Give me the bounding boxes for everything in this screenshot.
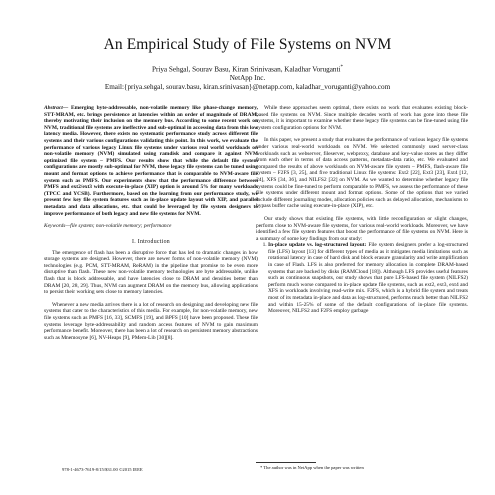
paper-title: An Empirical Study of File Systems on NVM [103, 36, 392, 53]
left-column [44, 105, 258, 341]
abstract-text: Emerging byte-addressable, non-volatile memory like phase-change memory, STT-MRAM, etc. brings persistence at latencies within an order of magnitude of DRAM, thereby motivating their inclusion on the memory bus. According to some recent work on NVM, traditional file systems are ineffective and sub-optimal in accessing data from this low latency media. However, there exists no systematic performance study across different file systems and their various configurations validating this point. In this work, we evaluate the performance of various legacy Linux file systems under various real world workloads on non-volatile memory (NVM) simulated using ramdisk and compare it against NVM optimized file system – PMFS. Our results show that while the default file system configurations are mostly sub-optimal for NVM, these legacy file systems can be tuned using mount and format options to achieve performance that is comparable to NVM-aware file system such as PMFS. Our experiments show that the performance difference between PMFS and ext2/ext3 with execute-in-place (XIP) option is around 5% for many workloads (TPCC and YCSB). Furthermore, based on the learning from our performance study, we present few key file system features such as in-place update layout with XIP, and parallel metadata and data allocations, etc. that could be leveraged by file system designers to improve performance of both legacy and new file systems for NVM. [44, 105, 259, 217]
right-column [256, 105, 468, 315]
abstract [44, 105, 258, 217]
author-block [0, 63, 495, 92]
author-email: Email:{priya.sehgal, sourav.basu, kiran.srinivasan}@netapp.com, kaladhar_voruganti@yahoo.com [104, 83, 391, 92]
findings-list [256, 242, 468, 315]
section-heading-introduction: I. Introduction [132, 238, 170, 245]
body-paragraph-2: In this paper, we present a study that evaluates the performance of various legacy file systems under various real-world workloads on NVM. We selected commonly used server-class workloads such as webserver, fileserver, webproxy, database and key-value stores as they differ from each other in terms of data access patterns, metadata-data ratio, etc. We evaluated and compared the results of above workloads on NVM-aware file system – PMFS, flash-aware file system – F2FS [3, 25], and five traditional Linux file systems: Ext2 [22], Ext3 [23], Ext4 [12, 24], XFS [34, 36], and NILFS2 [32] on NVM. As we wanted to determine whether legacy file systems could be fine-tuned to perform comparable to PMFS, we assess the performance of these file systems under different mount and format options. Some of the options that we varied include different journaling modes, allocation policies such as delayed allocation, mechanisms to bypass buffer cache using execute-in-place (XIP), etc. [256, 137, 468, 210]
intro-paragraph-2: Whenever a new media arrives there is a lot of research on designing and developing new file systems that cater to the characteristics of this media. For example, for non-volatile memory, new file systems such as PMFS [16, 33], SCMFS [19], and BPFS [10] have been proposed. These file systems leverage byte-addressability and random access features of NVM to gain maximum performance benefit. Moreover, there has been a lot of research on persistent memory abstractions such as Mnemosyne [6], NV-Heaps [9], PMem-Lib [30][8]. [44, 301, 258, 341]
body-paragraph-3: Our study shows that existing file systems, with little reconfiguration or slight changes, perform close to NVM-aware file systems, for various real-world workloads. Moreover, we have identified a few file system features that boost the performance of file systems on NVM. Here is a summary of some key findings from our study: [256, 215, 468, 242]
finding-item-text: File system designers prefer a log-structured file (LFS) layout [13] for different types of media as it mitigates media limitations such as rotational latency in case of hard disk and block erasure granularity and write amplification in case of Flash. LFS is also preferred for memory allocation in complete DRAM-based systems that are backed by disks (RAMCloud [18]). Although LFS provides useful features such as continuous snapshots, our study shows that pure LFS-based file system (NILFS2) perform much worse compared to in-place update file systems, such as ext2, ext3, ext4 and XFS in workloads involving read-write mix. F2FS, which is a hybrid file system and treats most of its metadata in-place and data as log-structured, performs much better than NILFS2 and within 15-25% of some of the default configurations of in-place file systems. Moreover, NILFS2 and F2FS employ garbage [268, 242, 468, 315]
keywords-label: Keywords [44, 223, 66, 230]
copyright-notice: 978-1-4673-7619-8/15/$31.00 ©2015 IEEE [62, 467, 143, 472]
body-paragraph-1: While these approaches seem optimal, there exists no work that evaluates existing block-based file systems on NVM. Since multiple decades worth of work has gone into these file systems, it is important to examine whether these legacy file systems can be fine-tuned using file system configuration options for NVM. [256, 105, 468, 131]
abstract-label: Abstract— [44, 105, 69, 111]
intro-paragraph-1: The emergence of flash has been a disruptive force that has led to dramatic changes in how storage systems are designed. However, there are newer forms of non-volatile memory (NVM) technologies (e.g. PCM, STT-MRAM, ReRAM) in the pipeline that promise to be even more disruptive than flash. These new non-volatile memory technologies are byte addressable, unlike flash that is block addressable, and have latencies close to DRAM and densities better than DRAM [20, 28, 29]. Thus, NVM can augment DRAM on the memory bus, allowing applications to persist their working sets close to memory latencies. [44, 249, 258, 296]
author-line [0, 63, 495, 74]
keywords [44, 223, 258, 230]
finding-item-label: In-place update vs. log-structured layout: [268, 242, 367, 249]
keywords-text: —file system; non-volatile memory; performance [65, 223, 172, 230]
footnote-rule [256, 462, 316, 463]
affiliation: NetApp Inc. [229, 74, 266, 83]
author-footnote-mark: * [340, 65, 344, 70]
footnote: * The author was in NetApp when the paper was written [260, 465, 364, 470]
finding-item [268, 242, 468, 315]
author-names: Priya Sehgal, Sourav Basu, Kiran Srinivasan, Kaladhar Voruganti [151, 65, 341, 74]
